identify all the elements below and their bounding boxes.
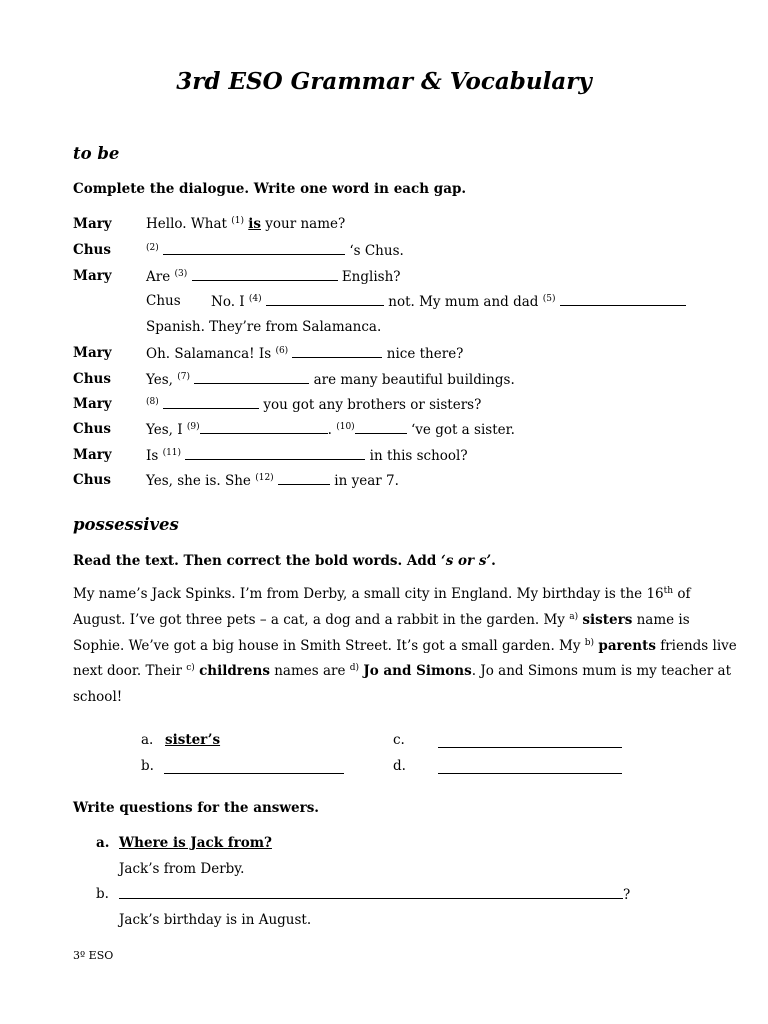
dialogue-text: nice there? xyxy=(386,346,464,362)
dialogue-text: Yes, I xyxy=(146,422,187,438)
speaker-label: Chus xyxy=(73,371,111,387)
dialogue-line xyxy=(146,396,481,413)
answer-blank[interactable] xyxy=(200,421,328,434)
section-heading-possessives: possessives xyxy=(73,515,179,534)
speaker-label: Chus xyxy=(73,472,111,488)
dialogue-text: Are xyxy=(146,269,175,285)
dialogue-line xyxy=(146,447,468,464)
dialogue-line xyxy=(146,319,381,335)
dialogue-text: in this school? xyxy=(369,448,468,464)
answer-blank[interactable] xyxy=(355,421,407,434)
paragraph-line xyxy=(73,612,690,628)
item-marker: b) xyxy=(584,638,595,648)
gap-number: (6) xyxy=(275,346,289,356)
dialogue-line xyxy=(146,242,404,259)
answer-blank[interactable] xyxy=(194,371,309,384)
question-blank[interactable] xyxy=(119,886,623,899)
dialogue-text: English? xyxy=(341,269,401,285)
item-marker: d) xyxy=(349,663,360,673)
gap-number: (1) xyxy=(231,216,244,226)
paragraph-text: next door. Their xyxy=(73,663,187,679)
ordinal-suffix: th xyxy=(663,586,674,596)
answer-line[interactable] xyxy=(438,759,622,778)
paragraph-line xyxy=(73,586,690,602)
gap-number: (10) xyxy=(336,422,355,432)
dialogue-line xyxy=(146,268,401,285)
paragraph-text: August. I’ve got three pets – a cat, a dog and a rabbit in the garden. My xyxy=(73,612,570,628)
paragraph-line xyxy=(73,638,737,654)
dialogue-text: No. I xyxy=(211,294,249,310)
footer-label: 3º ESO xyxy=(73,949,114,962)
answer-letter: a. xyxy=(141,732,154,748)
gap-number: (11) xyxy=(162,448,182,458)
bold-word: sisters xyxy=(582,612,633,628)
answer-blank[interactable] xyxy=(163,396,259,409)
answer-value: sister’s xyxy=(165,732,221,748)
speaker-label: Mary xyxy=(73,345,112,361)
answer-sentence: Jack’s birthday is in August. xyxy=(119,912,312,928)
gap-number: (2) xyxy=(146,243,159,253)
dialogue-line xyxy=(146,345,463,362)
gap-number: (3) xyxy=(174,269,188,279)
paragraph-text: Sophie. We’ve got a big house in Smith Street. It’s got a small garden. My xyxy=(73,638,585,654)
paragraph-text: friends live xyxy=(655,638,737,654)
answer-blank[interactable] xyxy=(438,735,622,748)
item-marker: c) xyxy=(186,663,195,673)
gap-number: (9) xyxy=(186,422,200,432)
answer-blank[interactable] xyxy=(192,268,338,281)
dialogue-text: . xyxy=(327,422,337,438)
paragraph-text: of xyxy=(673,586,691,602)
dialogue-line xyxy=(146,216,345,232)
bold-word: Jo and Simons xyxy=(363,663,472,679)
bold-word: parents xyxy=(598,638,656,654)
question-letter: b. xyxy=(96,886,109,902)
answer-blank[interactable] xyxy=(164,761,344,774)
dialogue-text: your name? xyxy=(261,216,346,232)
paragraph-text: name is xyxy=(632,612,690,628)
paragraph-line xyxy=(73,663,731,679)
speaker-label: Chus xyxy=(73,242,111,258)
question-mark: ? xyxy=(623,887,631,903)
paragraph-text: My name’s Jack Spinks. I’m from Derby, a small city in England. My birthday is the 16 xyxy=(73,586,664,602)
answer-blank[interactable] xyxy=(266,293,384,306)
dialogue-text: Hello. What xyxy=(146,216,232,232)
instruction-emphasis: ‘s or s’ xyxy=(441,553,492,569)
answer-blank[interactable] xyxy=(163,242,345,255)
instruction-possessives xyxy=(73,553,496,569)
section-heading-to-be: to be xyxy=(73,144,120,163)
dialogue-text: in year 7. xyxy=(334,473,399,489)
dialogue-text: you got any brothers or sisters? xyxy=(263,397,482,413)
answer-blank[interactable] xyxy=(278,472,330,485)
answer-letter: c. xyxy=(393,732,405,748)
answer-line[interactable] xyxy=(438,733,622,752)
item-marker: a) xyxy=(569,612,579,622)
example-question: Where is Jack from? xyxy=(119,835,272,851)
speaker-label: Mary xyxy=(73,268,112,284)
speaker-label: Mary xyxy=(73,216,112,232)
paragraph-text: . Jo and Simons mum is my teacher at xyxy=(471,663,732,679)
gap-number: (4) xyxy=(248,294,262,304)
answer-blank[interactable] xyxy=(560,293,686,306)
answer-line[interactable] xyxy=(164,759,344,778)
dialogue-line xyxy=(211,293,686,310)
answer-letter: b. xyxy=(141,758,154,774)
instruction-to-be: Complete the dialogue. Write one word in each gap. xyxy=(73,181,467,197)
example-answer: is xyxy=(248,216,261,232)
gap-number: (5) xyxy=(542,294,556,304)
page-title: 3rd ESO Grammar & Vocabulary xyxy=(176,68,592,95)
dialogue-text: Yes, xyxy=(146,372,178,388)
dialogue-line xyxy=(146,472,399,489)
paragraph-text: names are xyxy=(269,663,350,679)
speaker-label: Chus xyxy=(146,293,181,309)
speaker-label: Mary xyxy=(73,396,112,412)
dialogue-text: Spanish. They’re from Salamanca. xyxy=(146,319,382,335)
dialogue-line xyxy=(146,421,515,438)
speaker-label: Chus xyxy=(73,421,111,437)
paragraph-line: school! xyxy=(73,689,123,705)
dialogue-text: are many beautiful buildings. xyxy=(313,372,515,388)
dialogue-text: ‘s Chus. xyxy=(349,243,404,259)
gap-number: (7) xyxy=(177,372,190,382)
dialogue-text: not. My mum and dad xyxy=(388,294,543,310)
dialogue-text: ‘ve got a sister. xyxy=(411,422,515,438)
instruction-questions: Write questions for the answers. xyxy=(73,800,319,816)
dialogue-text: Is xyxy=(146,448,163,464)
dialogue-line xyxy=(146,371,515,388)
question-line[interactable] xyxy=(119,886,630,903)
speaker-label: Mary xyxy=(73,447,112,463)
instruction-text: Read the text. Then correct the bold words. Add xyxy=(73,553,441,569)
instruction-text: . xyxy=(491,553,496,569)
bold-word: childrens xyxy=(199,663,270,679)
answer-blank[interactable] xyxy=(292,345,382,358)
answer-blank[interactable] xyxy=(185,447,365,460)
gap-number: (8) xyxy=(146,397,159,407)
answer-sentence: Jack’s from Derby. xyxy=(119,861,245,877)
dialogue-text: Yes, she is. She xyxy=(146,473,256,489)
gap-number: (12) xyxy=(255,473,274,483)
answer-letter: d. xyxy=(393,758,406,774)
question-letter: a. xyxy=(96,835,110,851)
dialogue-text: Oh. Salamanca! Is xyxy=(146,346,276,362)
answer-blank[interactable] xyxy=(438,761,622,774)
